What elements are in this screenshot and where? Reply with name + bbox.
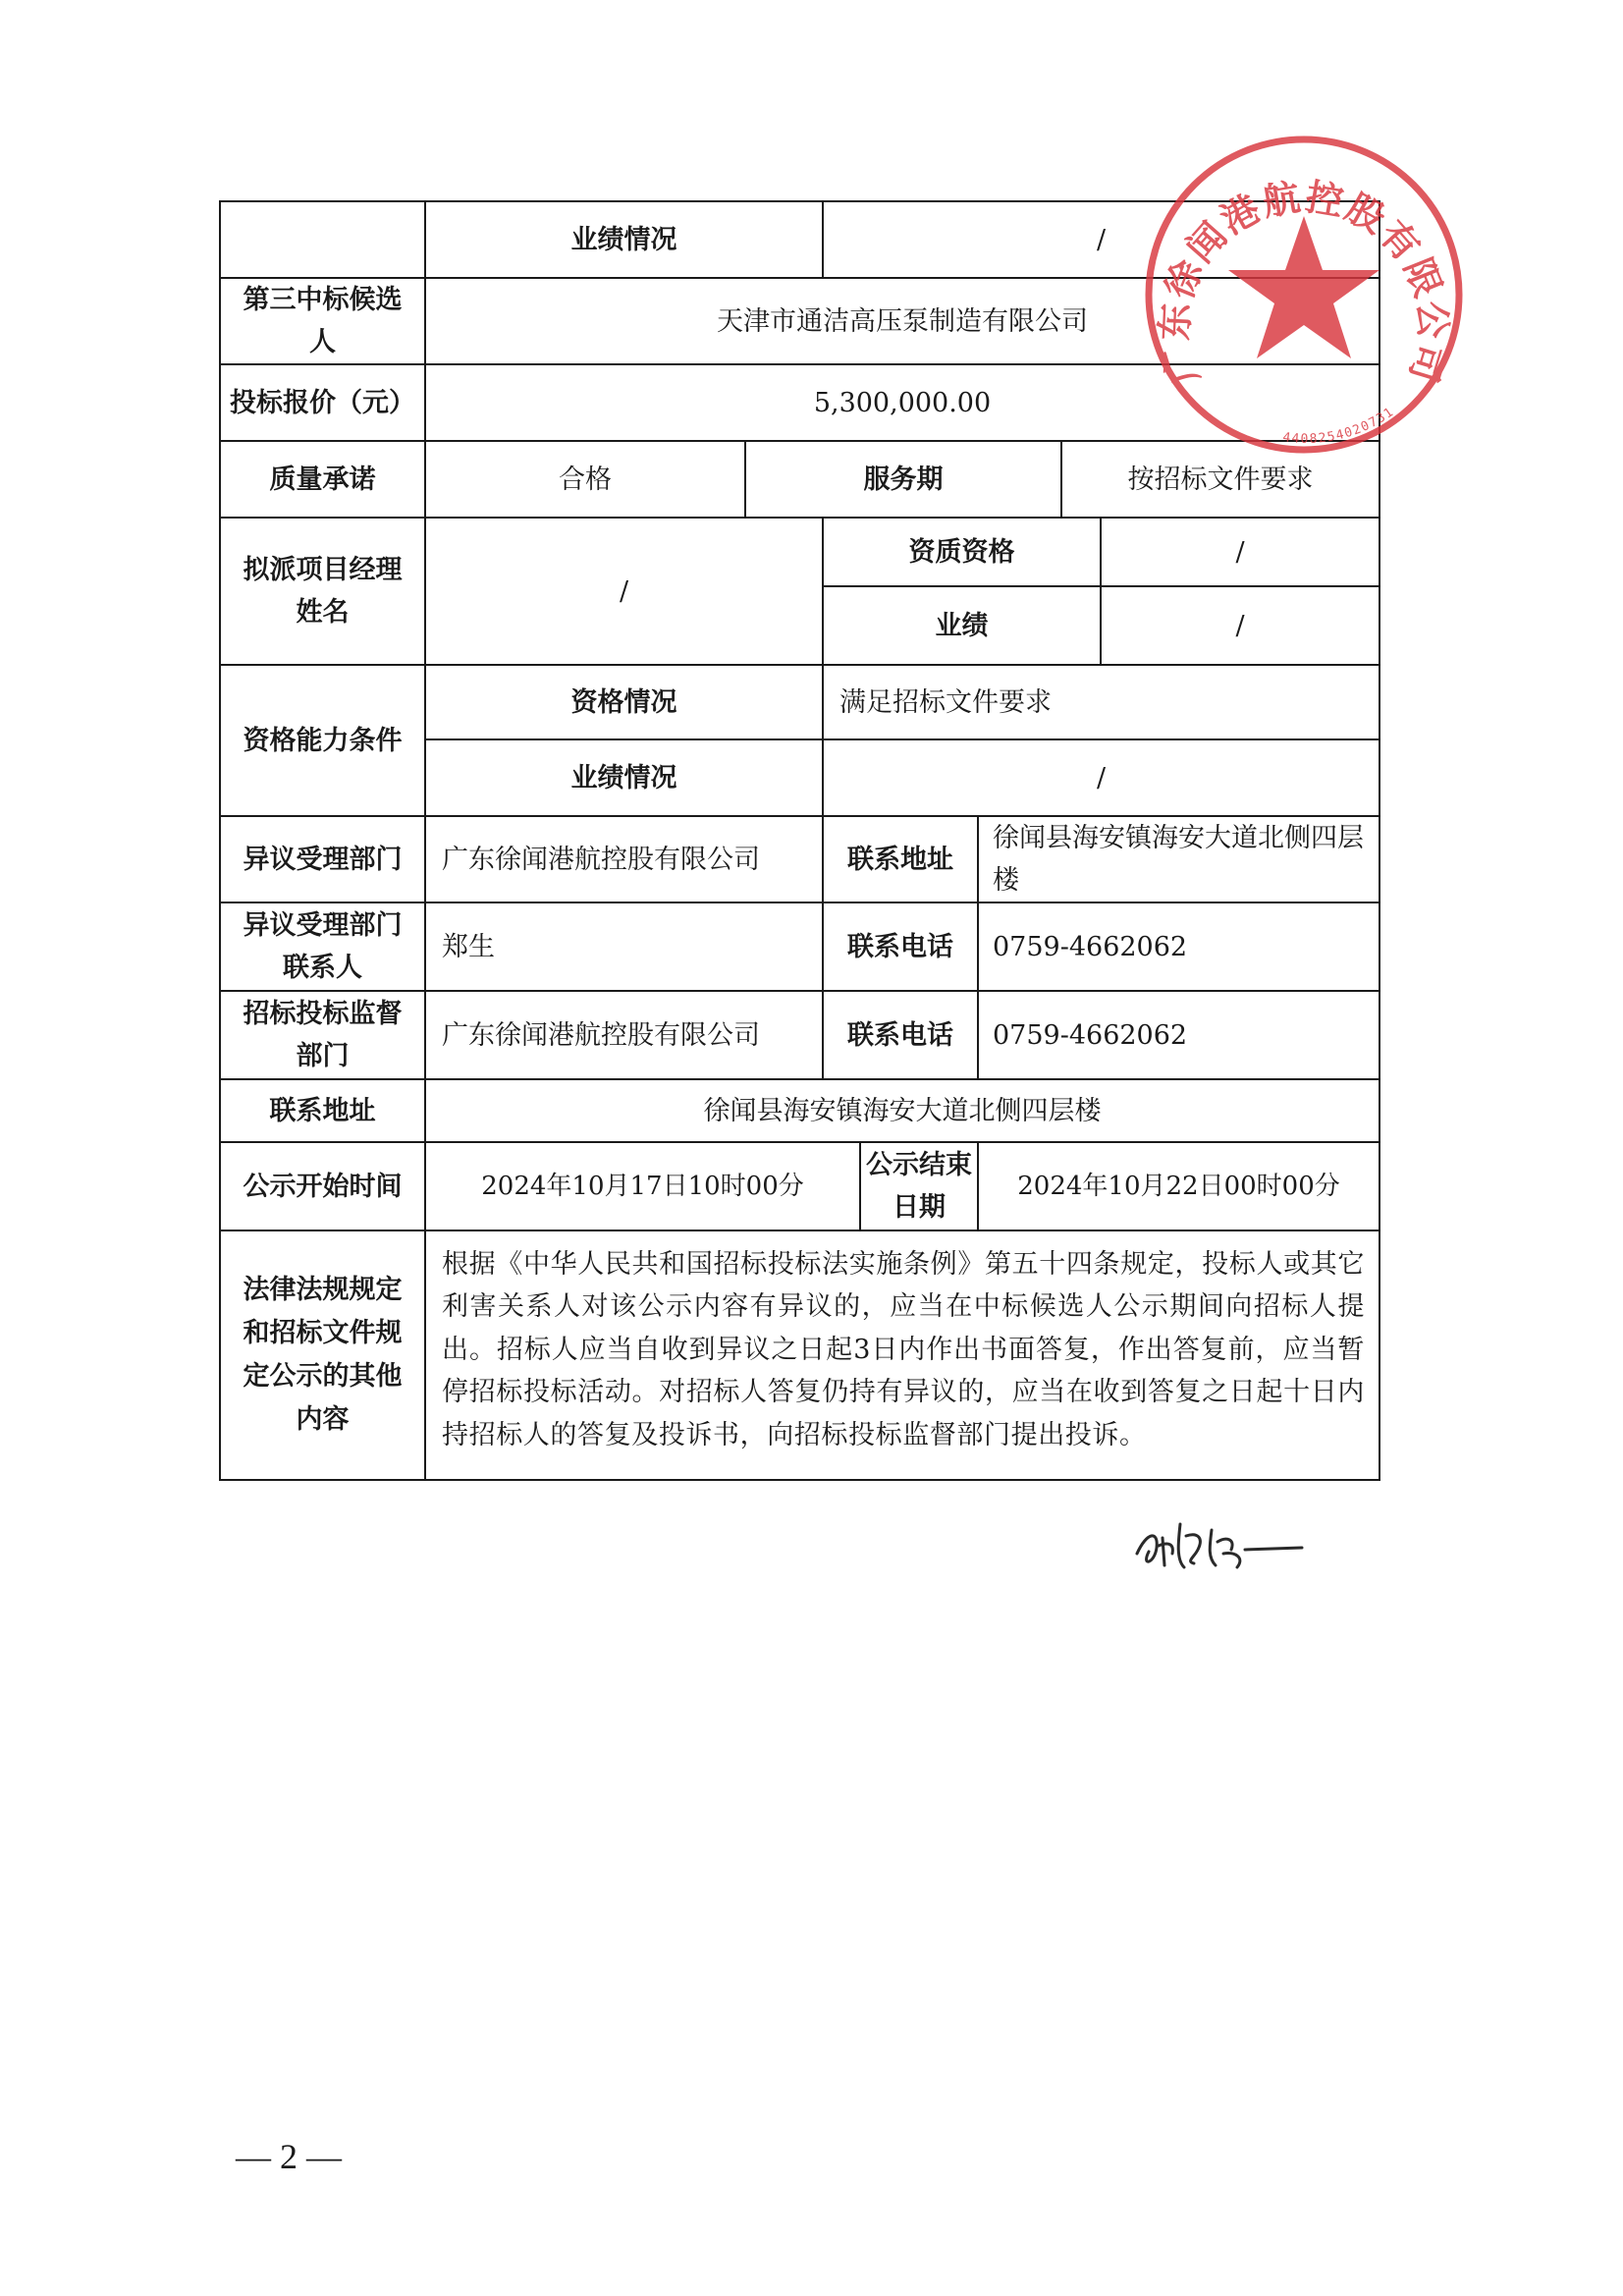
- qualification-perf-value: /: [1096, 762, 1107, 793]
- objection-dept-value: 广东徐闻港航控股有限公司: [442, 844, 760, 875]
- publicity-end-value: 2024年10月22日00时00分: [1017, 1171, 1340, 1201]
- publicity-end-label: 公示结束日期: [866, 1150, 972, 1223]
- service-period-label: 服务期: [863, 464, 944, 495]
- pm-name-value: /: [619, 575, 629, 607]
- third-candidate-label: 第三中标候选人: [243, 285, 403, 357]
- company-seal: [1137, 128, 1471, 462]
- pm-cert-label: 资质资格: [908, 536, 1015, 568]
- third-candidate-value: 天津市通洁高压泵制造有限公司: [717, 305, 1088, 337]
- objection-phone-value: 0759-4662062: [993, 931, 1188, 962]
- supervision-label: 招标投标监督部门: [243, 999, 403, 1071]
- qualification-status-label: 资格情况: [570, 686, 677, 718]
- publicity-start-label: 公示开始时间: [243, 1171, 403, 1202]
- objection-contact-value: 郑生: [442, 931, 495, 962]
- supervision-value: 广东徐闻港航控股有限公司: [442, 1019, 760, 1051]
- svg-text:4408254020731: [1281, 405, 1397, 447]
- page-number: — 2 —: [236, 2137, 342, 2176]
- seal-code: 4408254020731: [1281, 404, 1398, 448]
- objection-phone-label: 联系电话: [847, 931, 953, 962]
- perf-value-top: /: [1096, 224, 1107, 255]
- supervision-phone-value: 0759-4662062: [993, 1019, 1188, 1051]
- service-period-value: 按招标文件要求: [1127, 464, 1314, 495]
- objection-address-label: 联系地址: [847, 844, 953, 875]
- objection-dept-label: 异议受理部门: [243, 844, 403, 875]
- handwritten-signature: [1129, 1503, 1306, 1591]
- objection-contact-label: 异议受理部门联系人: [243, 910, 403, 983]
- qualification-label: 资格能力条件: [243, 725, 403, 756]
- qualification-perf-label: 业绩情况: [570, 762, 677, 793]
- supervision-phone-label: 联系电话: [847, 1019, 953, 1051]
- publicity-start-value: 2024年10月17日10时00分: [481, 1171, 804, 1201]
- pm-perf-value: /: [1235, 610, 1245, 641]
- objection-address-value: 徐闻县海安镇海安大道北侧四层楼: [993, 823, 1364, 896]
- legal-text: 根据《中华人民共和国招标投标法实施条例》第五十四条规定，投标人或其它利害关系人对该公示内容有异议的，应当在中标候选人公示期间向招标人提出。招标人应当自收到异议之日起3日内作出书面答复，作出答复前，应当暂停招标投标活动。对招标人答复仍持有异议的，应当在收到答复之日起十日内持招标人的答复及投诉书，向招标投标监督部门提出投诉。: [442, 1249, 1365, 1450]
- legal-label: 法律法规规定和招标文件规定公示的其他内容: [243, 1275, 403, 1435]
- seal-text: 广东徐闻港航控股有限公司: [1153, 175, 1455, 390]
- bid-price-label: 投标报价（元）: [230, 387, 415, 418]
- contact-address-label: 联系地址: [269, 1095, 376, 1126]
- contact-address-value: 徐闻县海安镇海安大道北侧四层楼: [703, 1095, 1102, 1126]
- quality-value: 合格: [559, 464, 612, 495]
- qualification-status-value: 满足招标文件要求: [839, 686, 1052, 718]
- pm-cert-value: /: [1235, 536, 1245, 568]
- pm-perf-label: 业绩: [935, 610, 989, 641]
- perf-label-top: 业绩情况: [570, 224, 677, 255]
- bid-price-value: 5,300,000.00: [813, 387, 992, 418]
- pm-label: 拟派项目经理姓名: [243, 555, 403, 628]
- quality-label: 质量承诺: [269, 464, 376, 495]
